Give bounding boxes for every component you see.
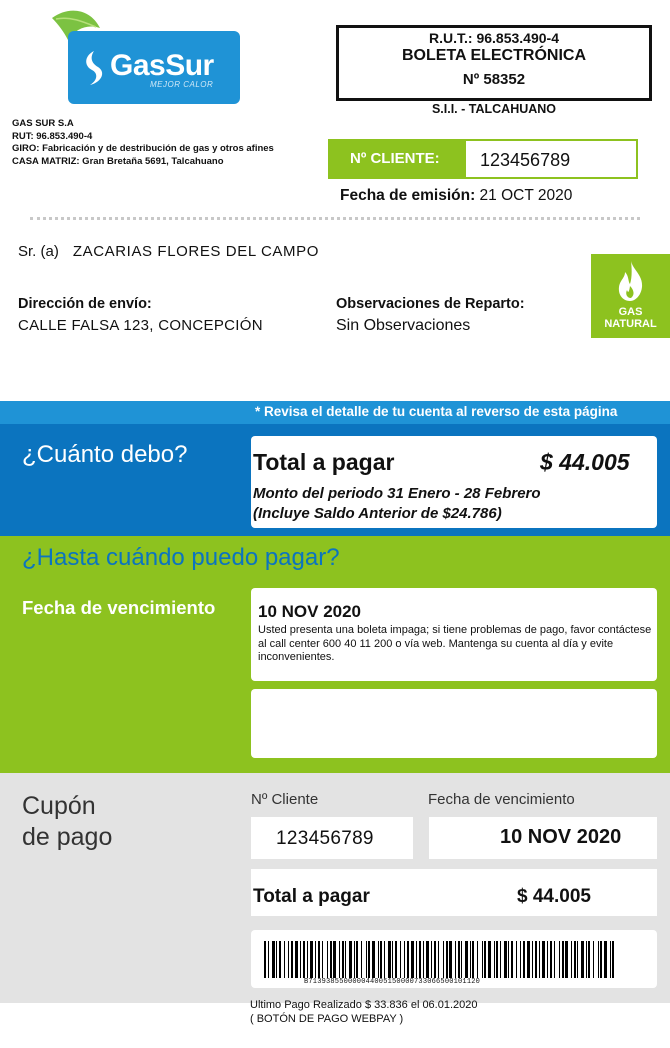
barcode-bar (539, 941, 540, 978)
barcode-bar (516, 941, 517, 978)
barcode-bar (392, 941, 393, 978)
barcode-bar (431, 941, 432, 978)
barcode-bar (612, 941, 614, 978)
barcode-bar (333, 941, 336, 978)
barcode-bar (318, 941, 320, 978)
amount-due-question: ¿Cuánto debo? (22, 441, 188, 468)
barcode-bar (407, 941, 409, 978)
empty-message-box (251, 689, 657, 758)
recipient-name: ZACARIAS FLORES DEL CAMPO (72, 243, 320, 260)
period-range: Monto del periodo 31 Enero - 28 Febrero (253, 485, 541, 502)
barcode-bar (366, 941, 367, 978)
dotted-divider (30, 217, 640, 220)
barcode-bar (300, 941, 301, 978)
barcode-bar (600, 941, 602, 978)
coupon-client-value: 123456789 (276, 828, 374, 849)
barcode-bar (571, 941, 572, 978)
webpay-link[interactable]: ( BOTÓN DE PAGO WEBPAY ) (250, 1013, 404, 1025)
coupon-client-label: Nº Cliente (251, 791, 319, 808)
coupon-title-line1: Cupón (22, 792, 96, 820)
barcode-bar (532, 941, 533, 978)
barcode-bar (520, 941, 521, 978)
client-number-value: 123456789 (480, 150, 571, 170)
barcode-bar (465, 941, 468, 978)
barcode-bar (411, 941, 414, 978)
coupon-total-label: Total a pagar (253, 886, 370, 907)
barcode-bar (322, 941, 323, 978)
coupon-total-value: $ 44.005 (517, 886, 591, 907)
barcode-bar (598, 941, 599, 978)
sii-office: S.I.I. - TALCAHUANO (431, 102, 557, 116)
recipient (18, 243, 319, 260)
barcode-bar (345, 941, 346, 978)
barcode-bar (342, 941, 344, 978)
barcode-bar (458, 941, 460, 978)
barcode-bar (470, 941, 471, 978)
barcode-bar (504, 941, 507, 978)
barcode-bar (438, 941, 439, 978)
coupon-due-value: 10 NOV 2020 (500, 826, 622, 848)
barcode-bar (272, 941, 275, 978)
previous-balance: (Incluye Saldo Anterior de $24.786) (253, 505, 502, 522)
barcode-bar (547, 941, 548, 978)
barcode-bar (380, 941, 382, 978)
barcode-bar (461, 941, 462, 978)
barcode-bar (535, 941, 537, 978)
company-giro: GIRO: Fabricación y de destribución de gas y otros afines (12, 143, 274, 154)
barcode-bar (284, 941, 285, 978)
barcode-bar (586, 941, 587, 978)
barcode-bar (426, 941, 429, 978)
period-info (253, 484, 541, 524)
gas-natural-label (591, 306, 670, 330)
barcode-bar (443, 941, 444, 978)
company-name: GAS SUR S.A (12, 118, 74, 129)
barcode-bar (288, 941, 289, 978)
barcode-bar (423, 941, 424, 978)
barcode-bar (327, 941, 328, 978)
due-date-label: Fecha de vencimiento (22, 597, 216, 618)
barcode-bar (588, 941, 590, 978)
barcode-bar (511, 941, 513, 978)
address-value: CALLE FALSA 123, CONCEPCIÓN (18, 317, 263, 334)
barcode-bar (554, 941, 555, 978)
barcode-bar (523, 941, 525, 978)
flame-icon (616, 260, 645, 302)
barcode-bar (378, 941, 379, 978)
barcode-bar (527, 941, 530, 978)
barcode-bar (449, 941, 452, 978)
barcode-bar (446, 941, 448, 978)
barcode-bar (574, 941, 576, 978)
boleta-number: Nº 58352 (462, 71, 526, 88)
barcode-bar (291, 941, 293, 978)
emission-date-value: 21 OCT 2020 (479, 187, 573, 204)
logo-tagline: MEJOR CALOR (150, 80, 214, 89)
barcode-bar (307, 941, 308, 978)
barcode-bar (488, 941, 491, 978)
barcode-bar (276, 941, 277, 978)
coupon-due-label: Fecha de vencimiento (428, 791, 575, 808)
barcode-bar (395, 941, 397, 978)
last-payment-info: Ultimo Pago Realizado $ 33.836 el 06.01.2020 (250, 999, 478, 1011)
barcode-bar (419, 941, 421, 978)
due-date-message: Usted presenta una boleta impaga; si tiene problemas de pago, favor contáctese al call center 600 40 11 200 o vía web. Mantenga su cuenta al día y evite inconvenientes. (258, 624, 652, 663)
barcode-bar (400, 941, 401, 978)
last-payment (250, 998, 478, 1026)
barcode-bar (581, 941, 584, 978)
barcode-bar (264, 941, 266, 978)
boleta-type: BOLETA ELECTRÓNICA (402, 47, 586, 64)
barcode-bar (303, 941, 305, 978)
boleta-header-box (336, 25, 652, 101)
barcode-bar (500, 941, 501, 978)
barcode-bar (361, 941, 362, 978)
barcode-bar (496, 941, 498, 978)
boleta-rut: R.U.T.: 96.853.490-4 (429, 30, 559, 46)
barcode-bar (593, 941, 594, 978)
barcode-bar (559, 941, 560, 978)
barcode-bar (562, 941, 564, 978)
total-amount: $ 44.005 (540, 449, 630, 475)
barcode-bar (416, 941, 417, 978)
barcode-bar (349, 941, 352, 978)
barcode-number: B71393855000004400515000073306650010112​0 (304, 978, 481, 986)
coupon-title-line2: de pago (22, 823, 113, 851)
gas-badge-line2: NATURAL (604, 318, 657, 330)
company-rut: RUT: 96.853.490-4 (12, 130, 93, 142)
company-address: CASA MATRIZ: Gran Bretaña 5691, Talcahuano (12, 155, 224, 167)
barcode-bar (279, 941, 281, 978)
barcode-bar (368, 941, 370, 978)
barcode-bar (508, 941, 509, 978)
address-label: Dirección de envío: (18, 296, 152, 312)
observations-value: Sin Observaciones (336, 317, 471, 334)
barcode-bar (494, 941, 495, 978)
barcode-bar (577, 941, 578, 978)
barcode-bar (356, 941, 358, 978)
barcode-bar (472, 941, 474, 978)
barcode-bar (310, 941, 313, 978)
barcode-bar (384, 941, 385, 978)
recipient-prefix: Sr. (a) (18, 243, 59, 260)
barcode-bar (604, 941, 607, 978)
barcode-bar (542, 941, 545, 978)
barcode-bar (482, 941, 483, 978)
barcode-bar (434, 941, 436, 978)
barcode-bar (455, 941, 456, 978)
logo-name: GasSur (110, 49, 214, 82)
observations-label: Observaciones de Reparto: (336, 296, 525, 312)
barcode-bar (565, 941, 568, 978)
barcode-bar (315, 941, 316, 978)
barcode (264, 941, 618, 978)
due-date-question: ¿Hasta cuándo puedo pagar? (22, 544, 340, 571)
barcode-bar (477, 941, 478, 978)
barcode-bar (354, 941, 355, 978)
barcode-bar (268, 941, 269, 978)
barcode-bar (610, 941, 611, 978)
barcode-bar (484, 941, 486, 978)
logo-mark-icon (78, 48, 108, 88)
barcode-bar (339, 941, 340, 978)
gas-badge-line1: GAS (618, 306, 643, 318)
barcode-bar (404, 941, 405, 978)
gas-natural-badge (591, 254, 670, 338)
barcode-bar (330, 941, 332, 978)
barcode-bar (388, 941, 391, 978)
barcode-bar (295, 941, 298, 978)
emission-date-label: Fecha de emisión: (340, 187, 476, 204)
total-label: Total a pagar (253, 449, 395, 475)
emission-date (340, 187, 572, 205)
coupon-title (22, 791, 112, 853)
barcode-bar (550, 941, 552, 978)
company-info (12, 118, 274, 168)
client-number-label: Nº CLIENTE: (350, 150, 440, 167)
notice-text: * Revisa el detalle de tu cuenta al reverso de esta página (255, 404, 618, 419)
barcode-bar (372, 941, 375, 978)
due-date-value: 10 NOV 2020 (258, 602, 362, 621)
